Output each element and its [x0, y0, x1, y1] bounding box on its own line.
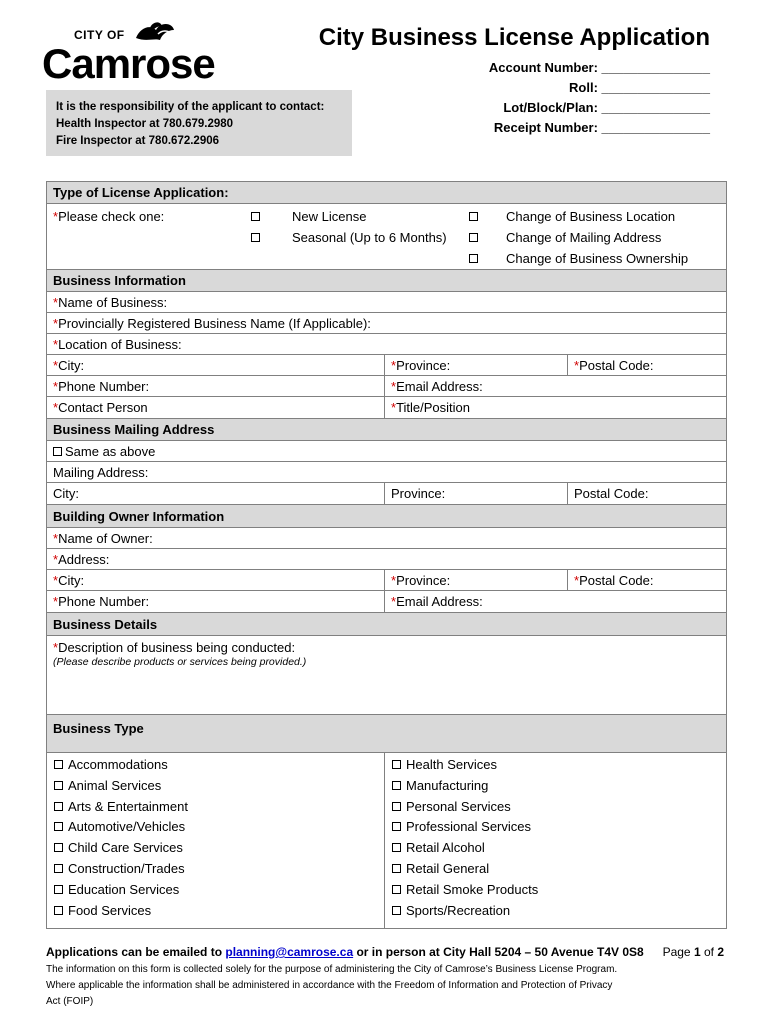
business-type-label: Food Services — [68, 902, 152, 918]
mailing-city-row — [47, 483, 726, 505]
city-logo — [40, 20, 240, 87]
owner-phone-row — [47, 591, 726, 613]
mailing-province-field[interactable]: Province: — [384, 483, 567, 504]
business-type-option[interactable] — [392, 819, 531, 834]
roll[interactable]: Roll: _______________ — [569, 80, 710, 95]
logo-city-of: CITY OF — [74, 28, 125, 42]
checkbox-icon[interactable] — [469, 233, 478, 242]
business-type-option[interactable] — [54, 799, 188, 814]
owner-heading: Building Owner Information — [47, 505, 726, 528]
contact-line-1: It is the responsibility of the applicant to contact: — [56, 101, 325, 113]
checkbox-icon[interactable] — [54, 760, 63, 769]
contact-person-field[interactable]: *Contact Person — [53, 400, 148, 415]
checkbox-icon[interactable] — [54, 864, 63, 873]
checkbox-icon[interactable] — [54, 822, 63, 831]
option-seasonal-label: Seasonal (Up to 6 Months) — [292, 230, 447, 245]
checkbox-icon[interactable] — [54, 781, 63, 790]
office-use-fields — [489, 58, 710, 138]
same-as-above-label: Same as above — [65, 444, 156, 459]
description-field[interactable]: *Description of business being conducted: (Please describe products or services being provided.) — [47, 636, 726, 715]
business-province-field[interactable]: *Province: — [384, 355, 567, 375]
owner-name-field[interactable]: *Name of Owner: — [47, 528, 726, 549]
business-type-label: Personal Services — [406, 798, 511, 814]
checkbox-icon[interactable] — [54, 906, 63, 915]
business-type-list — [47, 753, 726, 928]
checkbox-icon[interactable] — [54, 843, 63, 852]
checkbox-icon[interactable] — [392, 802, 401, 811]
mailing-heading: Business Mailing Address — [47, 419, 726, 441]
business-type-option[interactable] — [392, 861, 489, 876]
business-type-option[interactable] — [54, 757, 168, 772]
checkbox-icon[interactable] — [392, 822, 401, 831]
business-type-label: Sports/Recreation — [406, 902, 511, 918]
receipt-number[interactable]: Receipt Number: _______________ — [493, 120, 710, 135]
checkbox-icon[interactable] — [469, 254, 478, 263]
business-type-label: Health Services — [406, 757, 498, 772]
business-type-option[interactable] — [54, 903, 151, 918]
owner-postal-field[interactable]: *Postal Code: — [567, 570, 726, 590]
email-link[interactable]: planning@camrose.ca — [225, 945, 354, 959]
title-position-field[interactable]: *Title/Position — [384, 397, 726, 418]
checkbox-icon[interactable] — [469, 212, 478, 221]
checkbox-icon[interactable] — [251, 212, 260, 221]
business-type-label: Automotive/Vehicles — [68, 819, 186, 835]
checkbox-icon[interactable] — [392, 864, 401, 873]
description-note: (Please describe products or services being provided.) — [53, 656, 307, 668]
column-divider — [384, 753, 385, 928]
checkbox-icon[interactable] — [392, 906, 401, 915]
business-type-label: Professional Services — [406, 819, 531, 835]
license-type-heading: Type of License Application: — [47, 182, 726, 204]
page-number: Page 1 of 2 — [662, 945, 724, 959]
contact-notice — [46, 90, 352, 156]
business-type-label: Animal Services — [68, 777, 162, 793]
business-email-field[interactable]: *Email Address: — [384, 376, 726, 396]
fire-inspector: Fire Inspector at 780.672.2906 — [56, 135, 220, 147]
checkbox-icon[interactable] — [392, 781, 401, 790]
business-type-label: Arts & Entertainment — [68, 798, 188, 814]
submission-info: Applications can be emailed to planning@camrose.ca or in person at City Hall 5204 – 50 Avenue T4V 0S8 — [46, 945, 644, 959]
option-change-location[interactable] — [469, 209, 483, 224]
business-type-option[interactable] — [54, 778, 161, 793]
owner-address-field[interactable]: *Address: — [47, 549, 726, 570]
checkbox-icon[interactable] — [53, 447, 62, 456]
lot-block-plan[interactable]: Lot/Block/Plan: _______________ — [503, 100, 710, 115]
business-type-option[interactable] — [392, 903, 510, 918]
owner-phone-field[interactable]: *Phone Number: — [53, 594, 150, 609]
business-city-field[interactable]: *City: — [53, 358, 85, 373]
business-type-label: Accommodations — [68, 757, 168, 772]
option-new-license-label: New License — [292, 209, 367, 224]
checkbox-icon[interactable] — [392, 843, 401, 852]
business-type-label: Manufacturing — [406, 777, 489, 793]
business-type-label: Construction/Trades — [68, 861, 185, 876]
business-type-label: Retail Alcohol — [406, 840, 485, 856]
option-change-ownership-label: Change of Business Ownership — [506, 251, 689, 266]
details-heading: Business Details — [47, 613, 726, 636]
business-type-label: Education Services — [68, 881, 180, 897]
business-phone-field[interactable]: *Phone Number: — [53, 379, 150, 394]
option-seasonal[interactable] — [251, 230, 265, 245]
application-form — [46, 181, 727, 929]
checkbox-icon[interactable] — [392, 885, 401, 894]
mailing-address-field[interactable]: Mailing Address: — [47, 462, 726, 483]
option-change-mailing-label: Change of Mailing Address — [506, 230, 662, 245]
business-contact-row — [47, 397, 726, 419]
foip-notice: The information on this form is collected solely for the purpose of administering the City of Camrose’s Business License Program. Where applicable the information shall be administered in accordance with the Freedom of Information and Protection of Privacy Act (FOIP) — [46, 964, 618, 1007]
checkbox-icon[interactable] — [392, 760, 401, 769]
business-type-option[interactable] — [392, 799, 511, 814]
business-type-label: Retail General — [406, 861, 490, 876]
business-type-option[interactable] — [54, 861, 185, 876]
owner-city-field[interactable]: *City: — [53, 573, 85, 588]
business-type-option[interactable] — [392, 840, 485, 855]
business-type-option[interactable] — [392, 778, 488, 793]
business-type-option[interactable] — [54, 882, 179, 897]
option-change-mailing[interactable] — [469, 230, 483, 245]
registered-name-field[interactable]: *Provincially Registered Business Name (If Applicable): — [47, 313, 726, 334]
business-phone-row — [47, 376, 726, 397]
option-new-license[interactable] — [251, 209, 265, 224]
mailing-city-field[interactable]: City: — [53, 486, 79, 501]
checkbox-icon[interactable] — [54, 802, 63, 811]
owner-city-row — [47, 570, 726, 591]
page-title: City Business License Application — [318, 24, 710, 51]
owner-province-field[interactable]: *Province: — [384, 570, 567, 590]
business-postal-field[interactable]: *Postal Code: — [567, 355, 726, 375]
business-location-field[interactable]: *Location of Business: — [47, 334, 726, 355]
license-type-row — [47, 204, 726, 270]
business-city-row — [47, 355, 726, 376]
business-info-heading: Business Information — [47, 270, 726, 292]
option-change-location-label: Change of Business Location — [506, 209, 676, 224]
business-type-label: Child Care Services — [68, 840, 183, 856]
mailing-postal-field[interactable]: Postal Code: — [567, 483, 726, 504]
description-label: Description of business being conducted: — [58, 640, 296, 655]
business-type-option[interactable] — [54, 819, 185, 834]
same-as-above-row[interactable] — [47, 441, 726, 462]
account-number[interactable]: Account Number: _______________ — [488, 60, 710, 75]
owner-email-field[interactable]: *Email Address: — [384, 591, 726, 612]
business-type-option[interactable] — [392, 757, 497, 772]
checkbox-icon[interactable] — [54, 885, 63, 894]
business-type-option[interactable] — [54, 840, 183, 855]
option-change-ownership[interactable] — [469, 251, 483, 266]
license-type-prompt: *Please check one: — [53, 209, 165, 224]
business-name-field[interactable]: *Name of Business: — [47, 292, 726, 313]
business-type-heading: Business Type — [47, 715, 726, 753]
logo-camrose: Camrose — [42, 40, 215, 87]
health-inspector: Health Inspector at 780.679.2980 — [56, 118, 234, 130]
business-type-option[interactable] — [392, 882, 538, 897]
business-type-label: Retail Smoke Products — [406, 881, 539, 897]
checkbox-icon[interactable] — [251, 233, 260, 242]
